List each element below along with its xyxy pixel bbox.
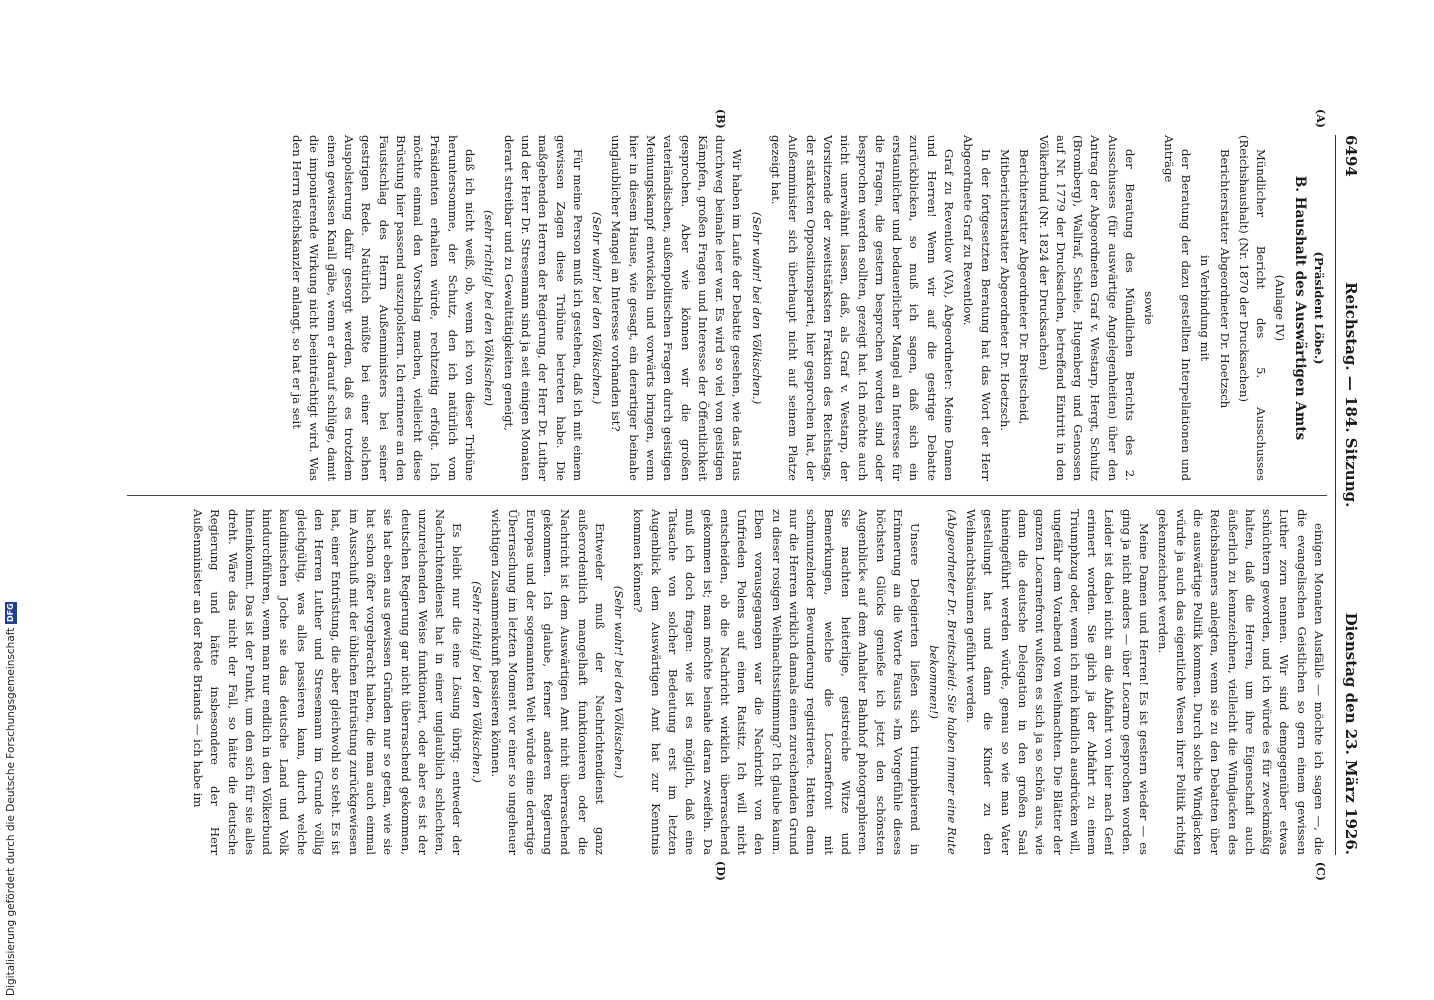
paragraph: sowie — [1142, 291, 1157, 325]
paragraph: Unsere Delegierten ließen sich triumphierend in Erinnerung an die Worte Fausts »Im Vorgefühle dieses höchsten Glücks genieße ich jetzt den schönsten Augenblick« auf dem Anhalter Bahnhof photographieren. Sie machten heiterlige, geistreiche Witze und Bemerkungen, welche die Locarnefront mit schmunzelnder Bewunderung registrierte. Hatten denn nur die Herren wirklich damals einen zureichenden Grund zu dieser rosigen Weihnachtsstimmung? Ich glaube kaum. Eben vorausgegangen war die Nachricht von den Unfrieden Polens auf einen Ratsitz. Ich will nicht entscheiden, ob die Nachricht wirklich überraschend gekommen ist; man möchte beinahe daran zweifeln. Da muß ich doch fragen: wie ist es möglich, daß eine Tatsache von solcher Bedeutung erst im letzten Augenblick dem Auswärtigen Amt hat zur Kenntnis kommen können? — [631, 509, 923, 855]
paragraph: Mündlicher Bericht des 5. Ausschusses (Reichshaushalt) (Nr. 1870 der Drucksachen) — [1236, 135, 1269, 481]
text-columns — [127, 109, 1327, 881]
paragraph: Meine Damen und Herren! Es ist gestern wieder — es ging ja nicht anders — über Locarno gesprochen worden. Leider ist dabei nicht an die Abfahrt von hier nach Genf erinnert worden. Sie glich ja der Abfahrt zu einem Triumphzug oder, wenn ich mich kindlich ausdrücken will, ungefähr dem Vorabend von Weihnachten. Die Blätter der ganzen Locarnefront wußten es sich ja so schön aus, wie dann die deutsche Delegation in den großen Saal hineingeführt werden würde, genau so wie man Vater gestellungt hat und dann die Kinder zu den Weihnachtsbäumen geführt werden. — [964, 509, 1152, 855]
paragraph: In der fortgesetzten Beratung hat das Wort der Herr Abgeordnete Graf zu Reventlow. — [961, 135, 993, 481]
paragraph: der Beratung des Mündlichen Berichts des 2. Ausschusses (für auswärtige Angelegenheiten) über den Antrag der Abgeordneten Graf v. Westarp, Hergt, Schultz (Bromberg), Wallraf, Schiele, Hugenberg und Genossen auf Nr. 1779 der Drucksachen, betreffend Eintritt in den Völkerbund (Nr. 1824 der Drucksachen) — [1036, 135, 1138, 481]
paragraph: (Präsident Löbe.) — [1312, 251, 1326, 365]
paragraph: Es bleibt nur die eine Lösung übrig: entweder der Nachrichtendienst hat in einer unglaublich schlechten, unzureichenden Weise funktioniert, oder aber es ist der deutschen Regierung gar nicht überraschend gekommen, sie hat eben aus gewissen Gründen nur so getan, wie sie hat schon öfter vorgebracht haben, die man auch einmal im Ausschuß mit der üblichen Entrüstung zurückgewiesen hat, einer Entrüstung, die aber gleichwohl so steht. Es ist den Herren Luther und Stresemann im Grunde völlig gleichgültig, was alles passieren kann, durch welche kaudinischen Joche sie das deutsche Land und Volk hindurchführen, wenn man nur endlich in den Völkerbund hineinkommt. Das ist der Punkt, um den sich für sie alles dreht. Wäre das nicht der Fall, so hätte die deutsche Regierung und hätte insbesondere der Herr Außenminister an der Rede Briands — ich habe im — [191, 509, 465, 855]
page-header — [1335, 135, 1360, 855]
paragraph: in Verbindung mit — [1198, 255, 1213, 361]
paragraph: daß ich nicht weiß, ob, wenn ich von dieser Tribüne heruntersomme, der Schutz, den ich natürlich vom Präsidenten erhalten würde, rechtzeitig erfolgt. Ich möchte einmal den Vorschlag machen, vielleicht diese Brüstung hier passend auszupolstern. Ich erinnere an den Faustschlag des Herrn Außenministers bei seiner gestrigen Rede. Natürlich müßte bei einer solchen Auspolsterung dafür gesorgt werden, daß es trotzdem einen gewissen Knall gäbe, wenn er darauf schlüge, damit die imponierende Wirkung nicht beeinträchtigt wird. Was den Herrn Reichskanzler anlangt, so hat er ja seit — [290, 135, 478, 481]
paragraph: einigen Monaten Ausfälle — möchte ich sagen —, die die evangelischen Geistlichen so gern einem gewissen Luther zorn nennen. Wir sind demgegenüber etwas schüchtern geworden, und ich würde es für zweckmäßig halten, daß die Herren, um ihre Eigenschaft auch äußerlich zu kennzeichnen, vielleicht die Windjacken des Reichsbanners anlegten, wenn sie zu den Debatten über die auswärtige Politik kommen. Durch solche Windjacken würde ja auch das eigentliche Wesen ihrer Politik richtig gekennzeichnet werden. — [1156, 509, 1326, 855]
paragraph: Wir haben im Laufe der Debatte gesehen, wie das Haus durchweg beinahe leer war. Es wird so viel von geistigen Kämpfen, großen Fragen und Interesse der Öffentlichkeit gesprochen. Aber wie können wir die großen vaterländischen, außenpolitischen Fragen durch geistigen Meinungskampf entwickeln und vorwärts bringen, wenn hier in diesem Hause, wie gesagt, ein derartiger beinahe unglaublicher Mangel an Interesse vorhanden ist? — [609, 135, 745, 481]
paragraph: Graf zu Reventlow (VA), Abgeordneter: Meine Damen und Herren! Wenn wir auf die gestrige Debatte zurückblicken, so muß ich sagen, daß sich ein erstaunlicher und bedauerlicher Mangel an Interesse für die Fragen, die gestern besprochen worden sind oder besprochen werden sollten, gezeigt hat. Ich möchte auch nicht unerwähnt lassen, daß, als Graf v. Westarp, der Vorsitzende der zweitstärksten Fraktion des Reichstags, der stärksten Oppositionspartei, hier gesprochen hat, der Außenminister sich überhaupt nicht auf seinem Platze gezeigt hat. — [769, 135, 957, 481]
right-column — [127, 509, 1327, 855]
left-column — [127, 135, 1327, 481]
paragraph: Entweder muß der Nachrichtendienst ganz außerordentlich mangelhaft funktionieren oder die Nachricht ist dem Auswärtigen Amt nicht überraschend gekommen. Ich glaube, ferner anderen Regierung Europas und der sogenannten Welt würde eine derartige Überraschung im letzten Moment vor einer so ungeheuer wichtigen Zusammenkunft passieren können. — [489, 509, 607, 855]
page-number: 6494 — [1342, 135, 1360, 177]
paragraph: Berichterstatter Abgeordneter Dr. Breitscheid, — [1017, 149, 1032, 425]
paragraph: Mitberichterstatter Abgeordneter Dr. Hoetzsch. — [997, 149, 1012, 432]
margin-mark-b: (B) — [714, 109, 727, 129]
paragraph: Für meine Person muß ich gestehen, daß ich mit einem gewissen Zagen diese Tribüne betreten habe. Die maßgebenden Herren der Regierung, der Herr Dr. Luther und der Herr Dr. Stresemann sind ja seit einigen Monaten derart streitbar und zu Gewalttätigkeiten geneigt, — [501, 135, 585, 481]
paragraph: (Sehr wahr! bei den Völkischen.) — [612, 585, 627, 779]
paragraph: (Sehr richtig! bei den Völkischen.) — [469, 581, 484, 783]
paragraph: (Sehr wahr! bei den Völkischen.) — [749, 211, 764, 405]
session-date: Dienstag den 23. März 1926. — [1342, 612, 1360, 855]
digitization-credit — [4, 596, 18, 996]
margin-mark-d: (D) — [714, 861, 727, 881]
paragraph: B. Haushalt des Auswärtigen Amts — [1291, 175, 1308, 441]
margin-mark-a: (A) — [1314, 109, 1327, 128]
paragraph: Berichterstatter Abgeordneter Dr. Hoetzsch — [1217, 149, 1232, 409]
column-divider — [127, 495, 1327, 496]
credit-text: Digitalisierung gefördert durch die Deutsche Forschungsgemeinschaft — [5, 627, 17, 996]
margin-mark-c: (C) — [1314, 861, 1327, 881]
session-title: Reichstag. — 184. Sitzung. — [1342, 282, 1360, 508]
paragraph: (Sehr wahr! bei den Völkischen.) — [590, 211, 605, 405]
document-page — [80, 105, 1370, 885]
paragraph: (Anlage IV) — [1273, 274, 1288, 342]
paragraph: der Beratung der dazu gestellten Interpellationen und Anträge — [1161, 135, 1193, 481]
dfg-logo: DFG — [6, 603, 15, 622]
paragraph: (Abgeordneter Dr. Breitscheid: Sie haben immer eine Rute bekommen!) — [927, 509, 959, 855]
paragraph: (sehr richtig! bei den Völkischen) — [482, 210, 497, 406]
